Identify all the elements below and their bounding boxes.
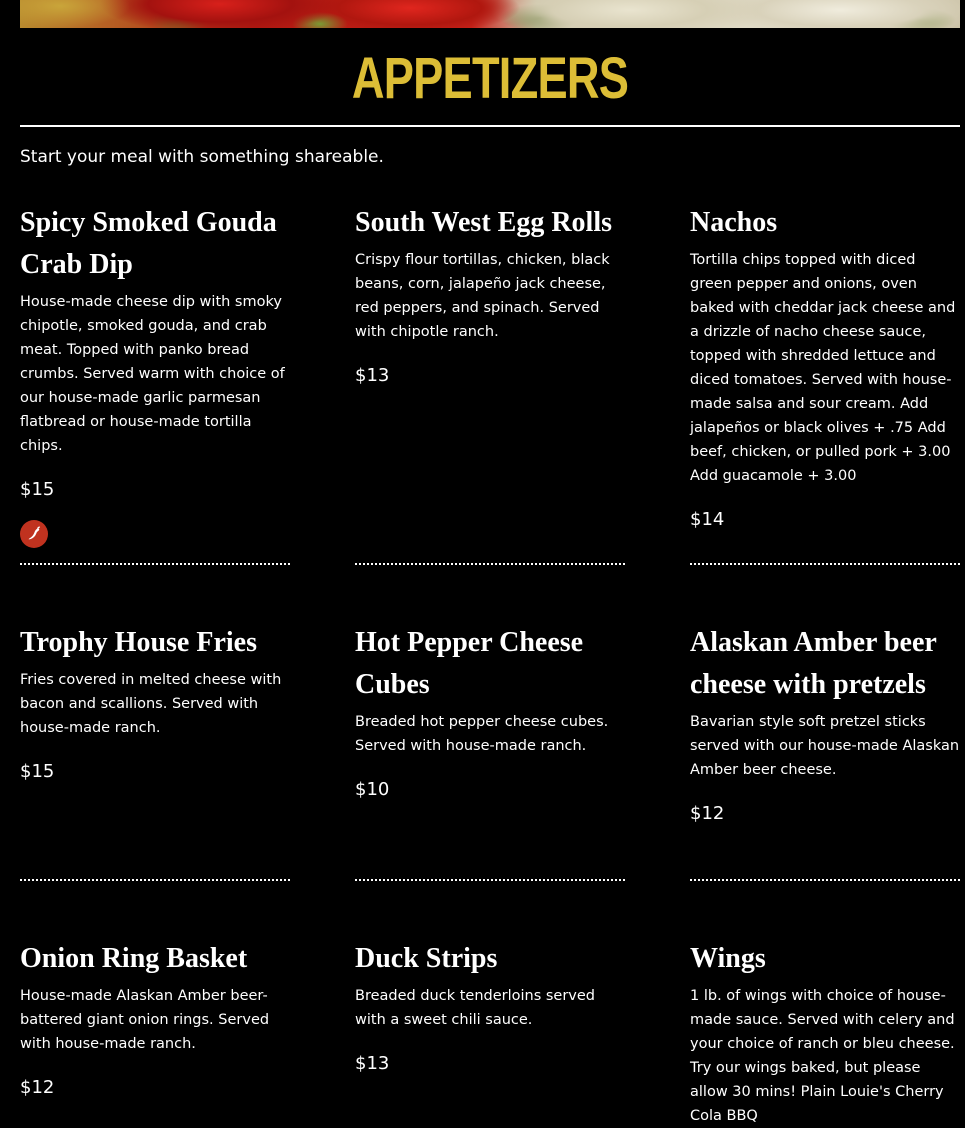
item-description: 1 lb. of wings with choice of house-made sauce. Served with celery and your choice of ranch or bleu cheese. Try our wings baked, but please allow 30 mins! Plain Louie's Cherry Cola BBQ (690, 988, 955, 1124)
menu-item (690, 622, 960, 826)
item-description: Tortilla chips topped with diced green pepper and onions, oven baked with cheddar jack cheese and a drizzle of nacho cheese sauce, topped with shredded lettuce and diced tomatoes. Served with house-made salsa and sour cream. Add jalapeños or black olives + .75 Add beef, chicken, or pulled pork + 3.00 Add guacamole + 3.00 (690, 252, 956, 484)
item-description: Breaded duck tenderloins served with a sweet chili sauce. (355, 988, 596, 1028)
menu-item (355, 938, 625, 1076)
hero-food-image (20, 0, 960, 28)
item-divider (20, 563, 290, 565)
item-price: $13 (355, 1053, 390, 1074)
menu-item (20, 938, 290, 1100)
menu-item (355, 622, 625, 802)
item-price: $12 (690, 803, 725, 824)
item-name: Alaskan Amber beer cheese with pretzels (690, 627, 937, 700)
menu-item (20, 622, 290, 784)
item-description: Breaded hot pepper cheese cubes. Served with house-made ranch. (355, 714, 609, 754)
menu-item (20, 202, 290, 548)
item-price: $14 (690, 509, 725, 530)
chili-pepper-icon (20, 520, 48, 548)
item-name: Nachos (690, 207, 778, 238)
item-divider (20, 879, 290, 881)
item-divider (690, 879, 960, 881)
menu-item (690, 938, 960, 1128)
item-description: House-made cheese dip with smoky chipotle, smoked gouda, and crab meat. Topped with panko bread crumbs. Served warm with choice of our house-made garlic parmesan flatbread or house-made tortilla chips. (20, 294, 285, 454)
title-divider (20, 125, 960, 127)
item-name: Trophy House Fries (20, 627, 257, 658)
section-title: APPETIZERS (351, 46, 629, 111)
item-description: Bavarian style soft pretzel sticks served with our house-made Alaskan Amber beer cheese. (690, 714, 960, 778)
item-name: Onion Ring Basket (20, 943, 248, 974)
item-description: Fries covered in melted cheese with bacon and scallions. Served with house-made ranch. (20, 672, 282, 736)
item-name: Hot Pepper Cheese Cubes (355, 627, 584, 700)
item-name: Duck Strips (355, 943, 498, 974)
item-name: Spicy Smoked Gouda Crab Dip (20, 207, 277, 280)
item-divider (355, 563, 625, 565)
item-price: $15 (20, 479, 55, 500)
menu-item (355, 202, 625, 388)
menu-item (690, 202, 960, 532)
item-price: $13 (355, 365, 390, 386)
item-price: $12 (20, 1077, 55, 1098)
item-divider (690, 563, 960, 565)
item-divider (355, 879, 625, 881)
item-name: Wings (690, 943, 766, 974)
item-price: $15 (20, 761, 55, 782)
item-price: $10 (355, 779, 390, 800)
item-description: House-made Alaskan Amber beer-battered giant onion rings. Served with house-made ranch. (20, 988, 270, 1052)
section-subtitle: Start your meal with something shareable. (20, 147, 384, 167)
item-name: South West Egg Rolls (355, 207, 612, 238)
item-description: Crispy flour tortillas, chicken, black beans, corn, jalapeño jack cheese, red peppers, and spinach. Served with chipotle ranch. (355, 252, 610, 340)
